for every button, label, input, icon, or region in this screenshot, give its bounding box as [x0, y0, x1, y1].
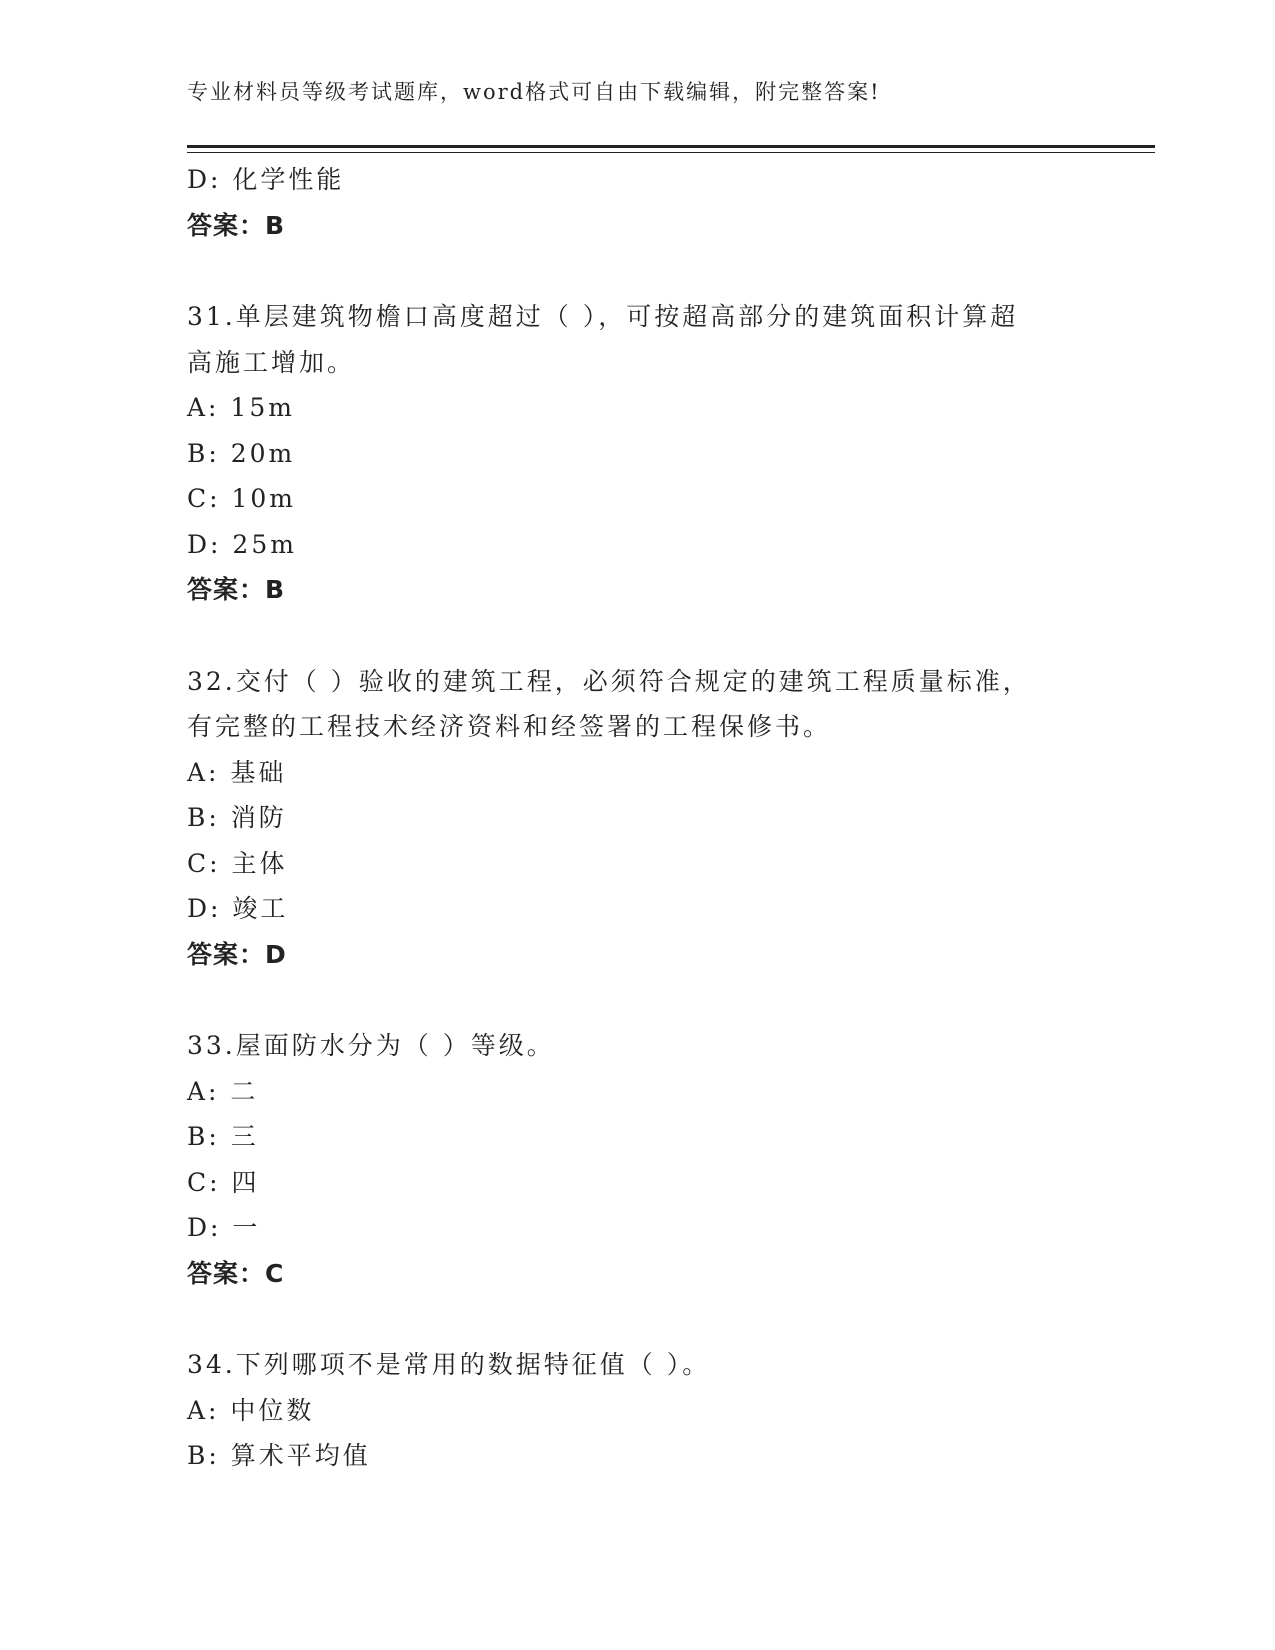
option-d: D: 一 [187, 1213, 261, 1242]
option-d: D: 竣工 [187, 894, 289, 923]
question-stem: 34.下列哪项不是常用的数据特征值（ ）。 [187, 1350, 711, 1379]
question-block [187, 659, 1087, 978]
option-b: B: 消防 [187, 803, 287, 832]
option-b: B: 20m [187, 438, 296, 468]
question-block [187, 1023, 1087, 1296]
question-stem: 有完整的工程技术经济资料和经签署的工程保修书。 [187, 712, 832, 741]
header-divider [187, 145, 1155, 153]
question-list [187, 157, 1087, 1479]
option-d: D: 化学性能 [187, 165, 345, 194]
answer-line: 答案：C [187, 1258, 285, 1288]
option-c: C: 10m [187, 484, 297, 513]
option-a: A: 15m [187, 393, 295, 422]
option-b: B: 算术平均值 [187, 1441, 371, 1470]
option-c: C: 四 [187, 1167, 260, 1197]
option-a: A: 中位数 [187, 1395, 315, 1425]
option-a: A: 基础 [187, 757, 287, 787]
answer-line: 答案：D [187, 939, 287, 969]
question-stem: 33.屋面防水分为（ ）等级。 [187, 1031, 555, 1060]
answer-line: 答案：B [187, 575, 286, 604]
option-c: C: 主体 [187, 848, 288, 878]
question-block [187, 294, 1087, 613]
option-b: B: 三 [187, 1122, 259, 1151]
option-a: A: 二 [187, 1076, 259, 1106]
question-stem: 高施工增加。 [187, 347, 356, 377]
option-d: D: 25m [187, 529, 297, 559]
page-header: 专业材料员等级考试题库，word格式可自由下载编辑，附完整答案! [187, 80, 881, 104]
question-stem: 32.交付（ ）验收的建筑工程，必须符合规定的建筑工程质量标准， [187, 666, 1031, 696]
question-block [187, 157, 1087, 248]
question-stem: 31.单层建筑物檐口高度超过（ ），可按超高部分的建筑面积计算超 [187, 302, 1019, 331]
answer-line: 答案：B [187, 210, 286, 240]
question-block [187, 1342, 1087, 1479]
